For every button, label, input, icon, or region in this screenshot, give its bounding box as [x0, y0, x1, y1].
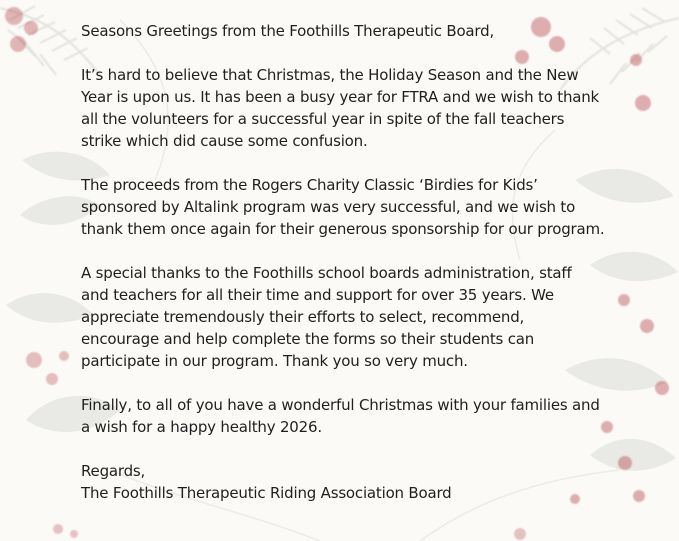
paragraph-3-line-5: participate in our program. Thank you so very much. — [81, 352, 468, 370]
letter-signature: The Foothills Therapeutic Riding Association Board — [81, 484, 452, 502]
berry-cluster-top-left-decoration — [5, 7, 38, 52]
letter-greeting: Seasons Greetings from the Foothills Therapeutic Board, — [81, 22, 495, 40]
paragraph-2-line-3: thank them once again for their generous sponsorship for our program. — [81, 220, 605, 238]
berry-cluster-bottom-decoration — [53, 524, 526, 540]
letter-content — [81, 20, 666, 504]
paragraph-gap — [81, 240, 666, 262]
paragraph-2-line-2: sponsored by Altalink program was very successful, and we wish to — [81, 198, 576, 216]
paragraph-gap — [81, 372, 666, 394]
paragraph-1-line-4: strike which did cause some confusion. — [81, 132, 368, 150]
paragraph-4-line-2: a wish for a happy healthy 2026. — [81, 418, 322, 436]
paragraph-3-line-2: and teachers for all their time and support for over 35 years. We — [81, 286, 554, 304]
letter-closing: Regards, — [81, 462, 146, 480]
paragraph-gap — [81, 152, 666, 174]
paragraph-1-line-1: It’s hard to believe that Christmas, the Holiday Season and the New — [81, 66, 579, 84]
paragraph-4-line-1: Finally, to all of you have a wonderful Christmas with your families and — [81, 396, 600, 414]
paragraph-gap — [81, 42, 666, 64]
paragraph-3-line-3: appreciate tremendously their efforts to select, recommend, — [81, 308, 525, 326]
paragraph-1-line-3: all the volunteers for a successful year in spite of the fall teachers — [81, 110, 565, 128]
paragraph-2-line-1: The proceeds from the Rogers Charity Classic ‘Birdies for Kids’ — [81, 176, 538, 194]
paragraph-gap — [81, 438, 666, 460]
paragraph-3-line-4: encourage and help complete the forms so their students can — [81, 330, 535, 348]
berry-cluster-left-decoration — [26, 351, 69, 385]
paragraph-1-line-2: Year is upon us. It has been a busy year for FTRA and we wish to thank — [81, 88, 600, 106]
paragraph-3-line-1: A special thanks to the Foothills school boards administration, staff — [81, 264, 572, 282]
